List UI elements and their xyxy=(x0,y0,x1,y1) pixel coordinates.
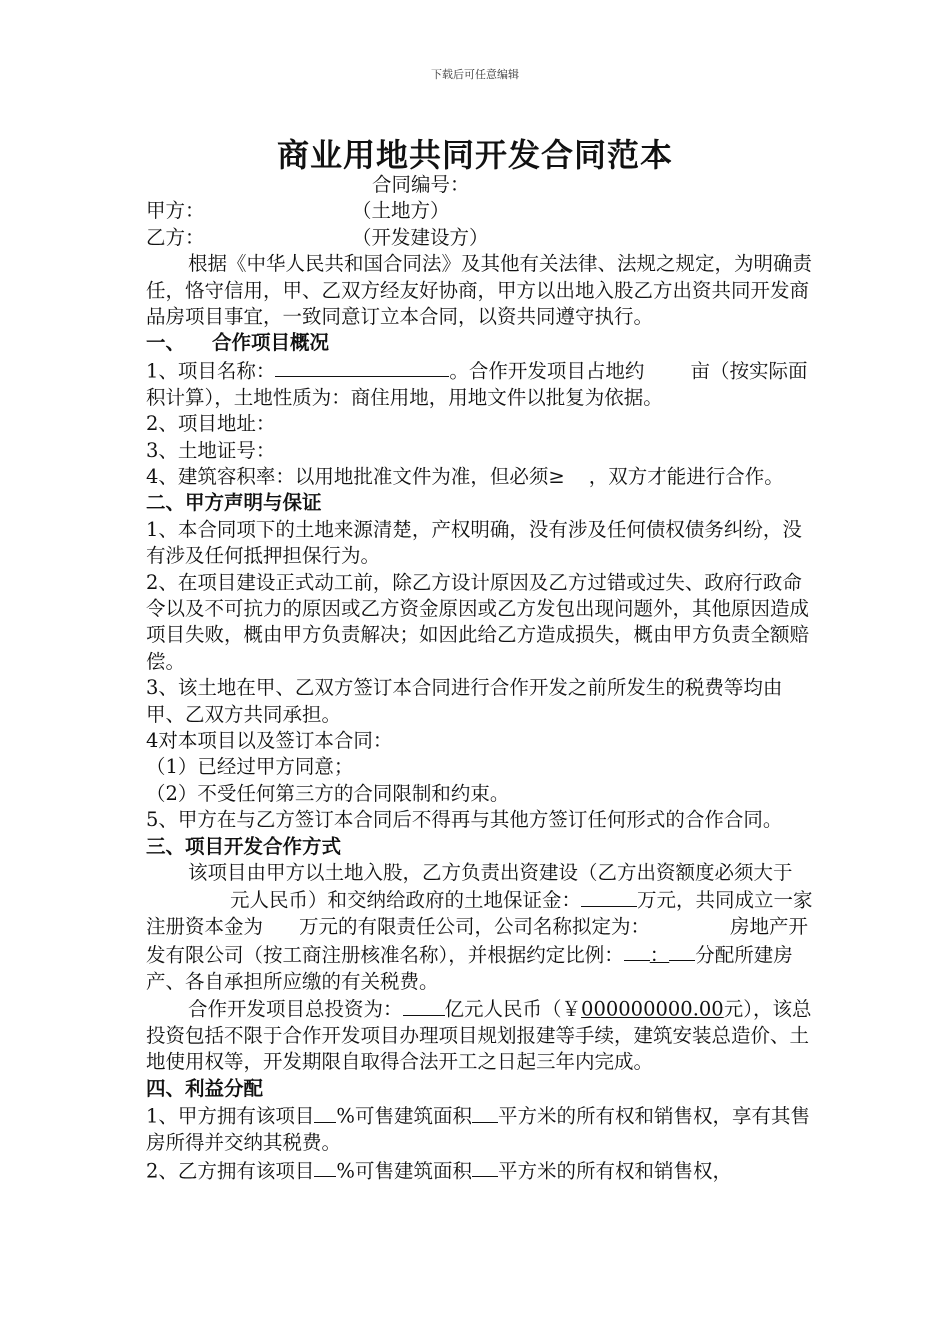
contract-body xyxy=(146,172,814,1184)
section-2-item-3: 3、该土地在甲、乙双方签订本合同进行合作开发之前所发生的税费等均由甲、乙双方共同承担。 xyxy=(146,676,783,726)
section-1-item-1: 1、项目名称： 。合作开发项目占地约 亩（按实际面积计算），土地性质为：商住用地，用地文件以批复为依据。 xyxy=(146,357,814,411)
section-2-item-1: 1、本合同项下的土地来源清楚，产权明确，没有涉及任何债权债务纠纷，没有涉及任何抵押担保行为。 xyxy=(146,517,802,568)
investment-amount: 000000000.00 xyxy=(581,997,724,1021)
party-a-area-blank xyxy=(472,1102,498,1123)
party-a-percent-blank xyxy=(314,1102,336,1123)
section-1-heading: 一、 合作项目概况 xyxy=(146,331,330,355)
section-2-item-4-2: （2）不受任何第三方的合同限制和约束。 xyxy=(146,781,510,805)
party-a-line xyxy=(146,198,814,224)
section-1-item-2: 2、项目地址： xyxy=(146,412,276,436)
party-a-role: （土地方） xyxy=(352,199,450,223)
ratio-blank-b xyxy=(669,941,695,962)
party-a-label: 甲方： xyxy=(146,199,205,223)
section-2-item-4-1: （1）已经过甲方同意； xyxy=(146,755,354,779)
header-note: 下载后可任意编辑 xyxy=(431,68,519,81)
section-2-item-2: 2、在项目建设正式动工前，除乙方设计原因及乙方过错或过失、政府行政命令以及不可抗力的原因或乙方资金原因或乙方发包出现问题外，其他原因造成项目失败，概由甲方负责解决；如因此给乙方造成损失，概由甲方负责全额赔偿。 xyxy=(146,570,810,673)
investment-blank xyxy=(403,995,445,1016)
contract-number-line xyxy=(146,172,814,198)
section-1-item-3: 3、土地证号： xyxy=(146,438,276,462)
party-b-role: （开发建设方） xyxy=(352,225,489,249)
section-3-heading: 三、项目开发合作方式 xyxy=(146,834,342,858)
deposit-blank xyxy=(581,886,637,907)
project-name-blank xyxy=(275,357,449,378)
party-b-label: 乙方： xyxy=(146,225,205,249)
section-1-item-4: 4、建筑容积率：以用地批准文件为准，但必须≥ ，双方才能进行合作。 xyxy=(146,464,784,488)
section-2-item-5: 5、甲方在与乙方签订本合同后不得再与其他方签订任何形式的合作合同。 xyxy=(146,808,783,832)
intro-paragraph: 根据《中华人民共和国合同法》及其他有关法律、法规之规定，为明确责任，恪守信用，甲、乙双方经友好协商，甲方以出地入股乙方出资共同开发商品房项目事宜，一致同意订立本合同，以资共同遵守执行。 xyxy=(146,252,813,329)
section-4-item-1: 1、甲方拥有该项目 %可售建筑面积 平方米的所有权和销售权，享有其售房所得并交纳其税费。 xyxy=(146,1102,814,1156)
section-2-heading: 二、甲方声明与保证 xyxy=(146,491,322,515)
ratio-blank-a xyxy=(624,941,650,962)
party-b-percent-blank xyxy=(314,1157,336,1178)
party-b-area-blank xyxy=(472,1157,498,1178)
party-b-line xyxy=(146,225,814,251)
section-3-paragraph-2: 合作开发项目总投资为： 亿元人民币（￥000000000.00元），该总投资包括不限于合作开发项目办理项目规划报建等手续，建筑安装总造价、土地使用权等，开发期限自取得合法开工之日起三年内完成。 xyxy=(146,995,814,1076)
section-3-paragraph-1: 该项目由甲方以土地入股，乙方负责出资建设（乙方出资额度必须大于元人民币）和交纳给政府的土地保证金： 万元，共同成立一家注册资本金为 万元的有限责任公司，公司名称拟定为： 房地产开发有限公司（按工商注册核准名称），并根据约定比例： ： 分配所建房产、各自承担所应缴的有关税费。 xyxy=(146,861,813,993)
document-title: 商业用地共同开发合同范本 xyxy=(276,136,673,174)
section-4-item-2: 2、乙方拥有该项目 %可售建筑面积 平方米的所有权和销售权， xyxy=(146,1157,814,1185)
contract-number-label: 合同编号： xyxy=(372,173,470,196)
section-2-item-4: 4对本项目以及签订本合同： xyxy=(146,729,393,753)
section-4-heading: 四、利益分配 xyxy=(146,1076,264,1100)
